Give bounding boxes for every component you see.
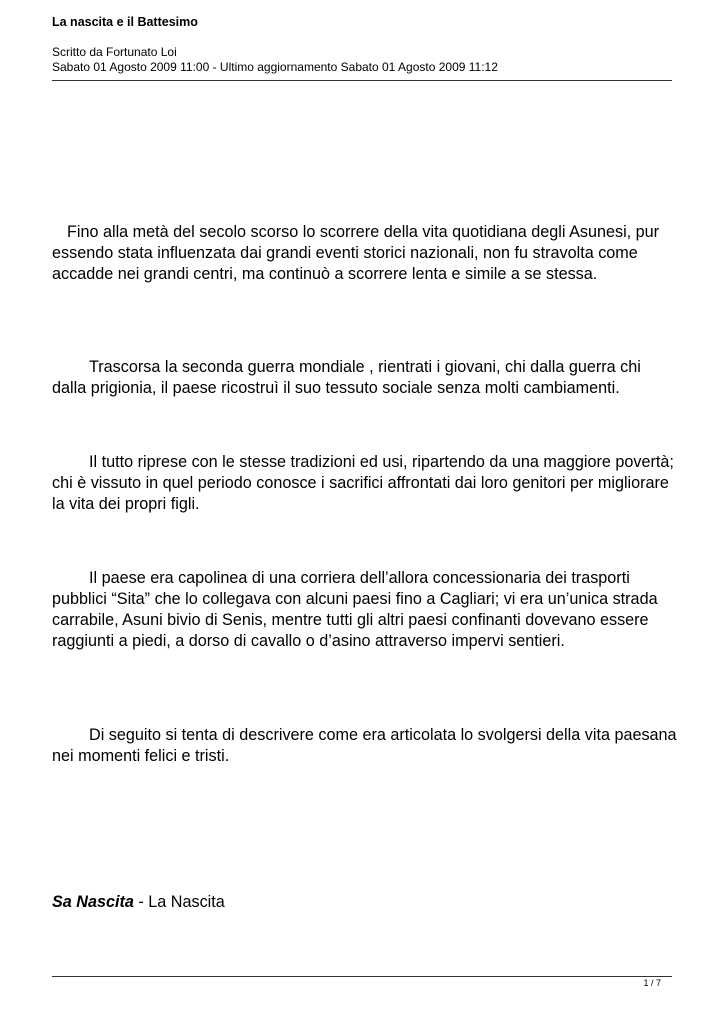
page-number: 1 / 7 (643, 978, 661, 988)
paragraph-3: Il tutto riprese con le stesse tradizioni ed usi, ripartendo da una maggiore povertà; chi è vissuto in quel periodo conosce i sacrifici affrontati dai loro genitori per migliorare la vita dei propri figli. (52, 453, 674, 513)
section-heading-emphasis: Sa Nascita (52, 893, 134, 911)
section-heading (52, 892, 225, 913)
paragraph-2: Trascorsa la seconda guerra mondiale , rientrati i giovani, chi dalla guerra chi dalla prigionia, il paese ricostruì il suo tessuto sociale senza molti cambiamenti. (52, 358, 641, 397)
paragraph-4: Il paese era capolinea di una corriera dell’allora concessionaria dei trasporti pubblici “Sita” che lo collegava con alcuni paesi fino a Cagliari; vi era un’unica strada carrabile, Asuni bivio di Senis, mentre tutti gli altri paesi confinanti dovevano essere raggiunti a piedi, a dorso di cavallo o d’asino attraverso impervi sentieri. (52, 569, 658, 650)
section-heading-rest: - La Nascita (133, 893, 225, 911)
document-header (52, 14, 672, 75)
header-divider (52, 80, 672, 81)
author-line: Scritto da Fortunato Loi (52, 45, 177, 59)
article-meta (52, 45, 672, 75)
date-line: Sabato 01 Agosto 2009 11:00 - Ultimo aggiornamento Sabato 01 Agosto 2009 11:12 (52, 60, 498, 74)
paragraph-5: Di seguito si tenta di descrivere come era articolata lo svolgersi della vita paesana nei momenti felici e tristi. (52, 726, 677, 765)
paragraph-1: Fino alla metà del secolo scorso lo scorrere della vita quotidiana degli Asunesi, pur essendo stata influenzata dai grandi eventi storici nazionali, non fu stravolta come accadde nei grandi centri, ma continuò a scorrere lenta e simile a se stessa. (52, 223, 660, 283)
document-title: La nascita e il Battesimo (52, 15, 198, 29)
footer-divider (52, 976, 672, 977)
